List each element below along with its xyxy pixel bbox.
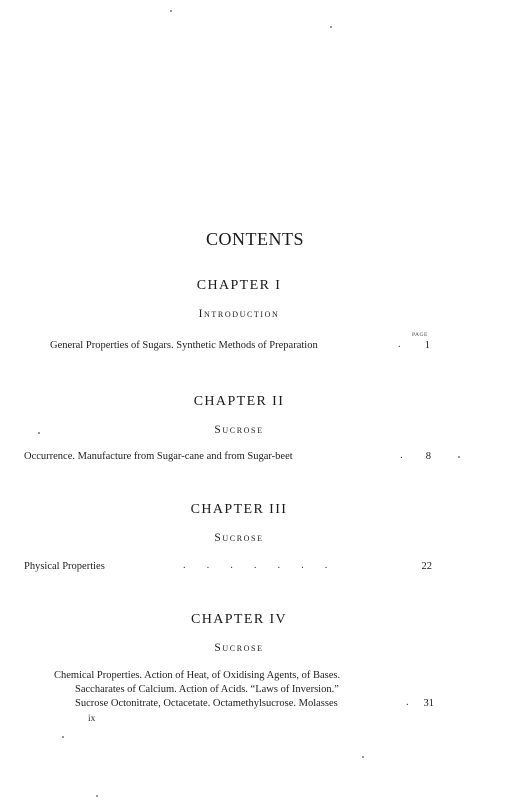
- toc-entry-text: Saccharates of Calcium. Action of Acids. “Laws of Inversion.”: [75, 684, 339, 695]
- toc-entry-text: Chemical Properties. Action of Heat, of Oxidising Agents, of Bases.: [54, 670, 341, 681]
- chapter-heading: CHAPTER III: [190, 502, 288, 517]
- scan-speck: [330, 26, 332, 28]
- scan-speck: [96, 795, 98, 797]
- chapter-heading: CHAPTER IV: [190, 612, 288, 627]
- dot-leader: .: [406, 697, 409, 708]
- toc-entry-text: Physical Properties: [24, 561, 105, 572]
- toc-entry-text: General Properties of Sugars. Synthetic Methods of Preparation: [50, 340, 318, 351]
- dot-leader: .: [398, 339, 401, 350]
- scan-speck: [362, 756, 364, 758]
- dot-leader: .: [400, 450, 403, 461]
- dot-leader: . . . . . . .: [183, 560, 328, 571]
- chapter-subtitle: Introduction: [198, 308, 280, 320]
- page-number: 31: [423, 698, 434, 709]
- page-number: 8: [425, 451, 431, 462]
- chapter-heading: CHAPTER II: [193, 394, 285, 409]
- page-number: 22: [421, 561, 432, 572]
- chapter-subtitle: Sucrose: [214, 424, 264, 436]
- scan-speck: [38, 432, 40, 434]
- folio-page-number: ix: [88, 714, 96, 724]
- chapter-heading: CHAPTER I: [196, 278, 282, 293]
- toc-entry-text: Sucrose Octonitrate, Octacetate. Octamethylsucrose. Molasses: [75, 698, 338, 709]
- scan-speck: [170, 10, 172, 12]
- page-column-heading: PAGE: [412, 332, 428, 338]
- toc-entry-text: Occurrence. Manufacture from Sugar-cane and from Sugar-beet: [24, 451, 293, 462]
- chapter-subtitle: Sucrose: [214, 642, 264, 654]
- page-title: CONTENTS: [206, 229, 304, 249]
- scan-speck: [458, 456, 460, 458]
- scan-speck: [62, 736, 64, 738]
- page-number: 1: [424, 340, 430, 351]
- chapter-subtitle: Sucrose: [214, 532, 264, 544]
